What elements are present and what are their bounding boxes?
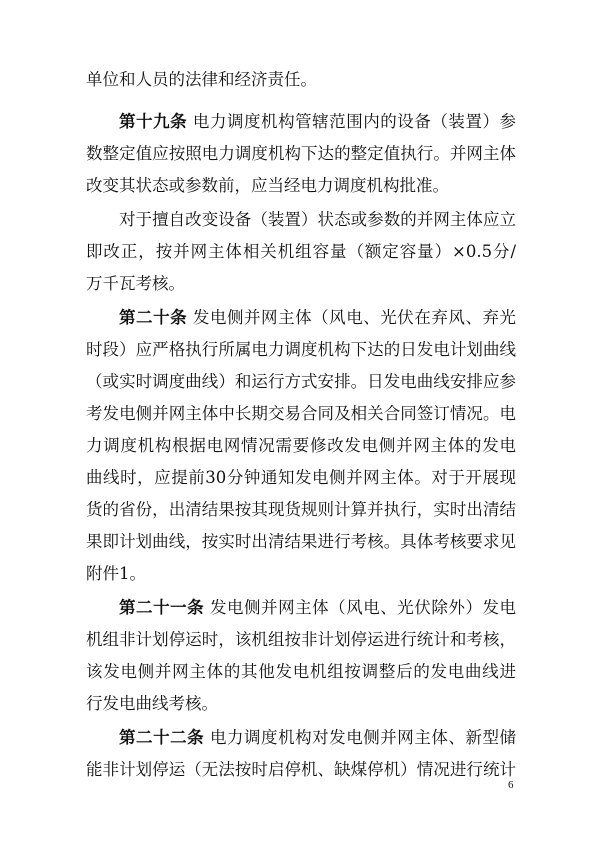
text-line: 单位和人员的法律和经济责任。 xyxy=(86,70,317,89)
text-span: 电力调度机构对发电侧并网主体、新型储 xyxy=(204,728,516,747)
article-21-heading: 第二十一条 xyxy=(119,598,205,617)
text-line: （或实时调度曲线）和运行方式安排。日发电曲线安排应参 xyxy=(86,372,516,391)
text-line: 力调度机构根据电网情况需要修改发电侧并网主体的发电 xyxy=(86,436,516,455)
article-21-first-line xyxy=(119,597,516,619)
text-line: 行发电曲线考核。 xyxy=(86,694,218,713)
text-line: 附件1。 xyxy=(86,564,146,583)
text-span: 电力调度机构管辖范围内的设备（装置）参 xyxy=(187,112,516,131)
text-line: 对于擅自改变设备（装置）状态或参数的并网主体应立 xyxy=(119,210,516,229)
text-line: 万千瓦考核。 xyxy=(86,274,185,293)
article-22-heading: 第二十二条 xyxy=(119,728,205,747)
text-line: 数整定值应按照电力调度机构下达的整定值执行。并网主体 xyxy=(86,144,516,163)
text-line: 曲线时，应提前30分钟通知发电侧并网主体。对于开展现 xyxy=(86,468,516,487)
article-19-first-line xyxy=(119,111,516,133)
article-20-first-line xyxy=(119,307,516,329)
text-line: 考发电侧并网主体中长期交易合同及相关合同签订情况。电 xyxy=(86,404,516,423)
text-line: 机组非计划停运时，该机组按非计划停运进行统计和考核， xyxy=(86,630,516,649)
text-line: 果即计划曲线，按实时出清结果进行考核。具体考核要求见 xyxy=(86,532,516,551)
text-line: 能非计划停运（无法按时启停机、缺煤停机）情况进行统计 xyxy=(86,760,516,779)
article-20-heading: 第二十条 xyxy=(119,308,188,327)
text-line: 货的省份，出清结果按其现货规则计算并执行，实时出清结 xyxy=(86,500,516,519)
article-22-first-line xyxy=(119,727,516,749)
text-span: 发电侧并网主体（风电、光伏在弃风、弃光 xyxy=(187,308,516,327)
text-line: 该发电侧并网主体的其他发电机组按调整后的发电曲线进 xyxy=(86,662,516,681)
article-19-heading: 第十九条 xyxy=(119,112,188,131)
text-span: 发电侧并网主体（风电、光伏除外）发电 xyxy=(204,598,516,617)
text-line: 即改正，按并网主体相关机组容量（额定容量）×0.5分/ xyxy=(86,242,516,261)
text-line: 时段）应严格执行所属电力调度机构下达的日发电计划曲线 xyxy=(86,340,516,359)
page-number: 6 xyxy=(508,779,514,791)
text-line: 改变其状态或参数前，应当经电力调度机构批准。 xyxy=(86,176,449,195)
